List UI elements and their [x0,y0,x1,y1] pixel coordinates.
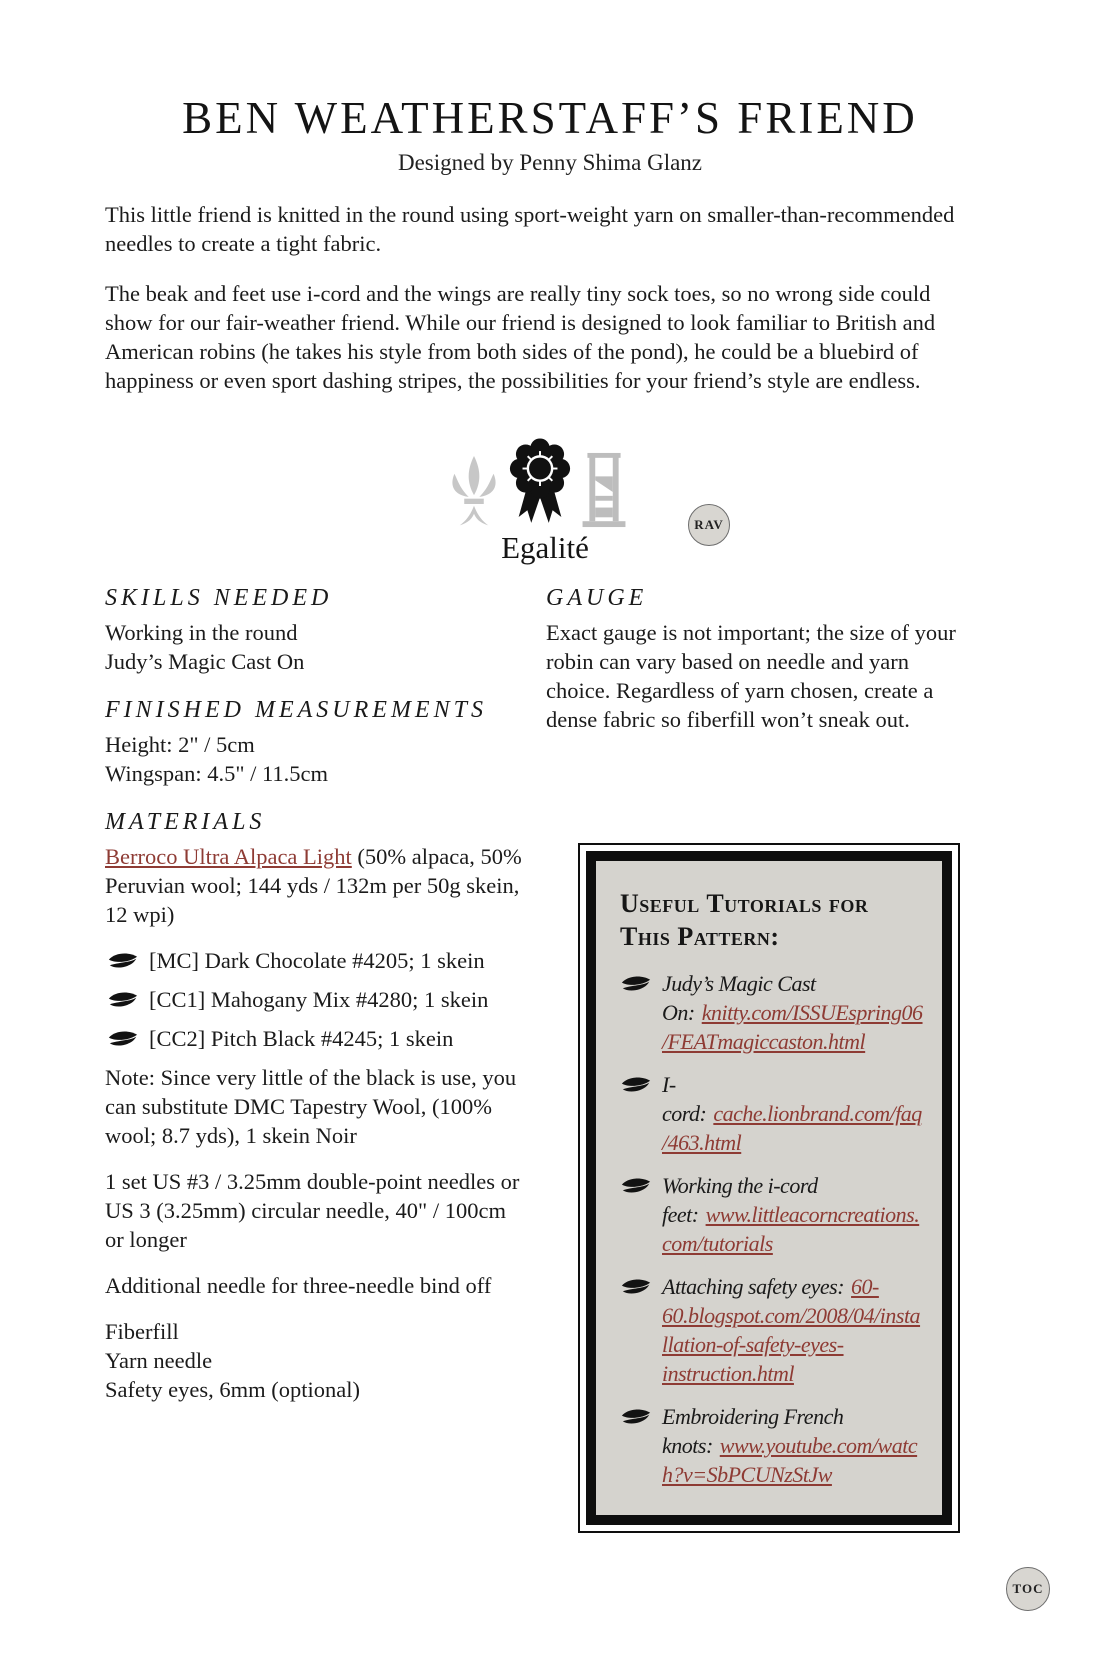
tutorial-label: Working the i-cord feet: [662,1173,818,1227]
materials-extra-item: Yarn needle [105,1348,213,1373]
tutorials-box-inner [586,851,952,1525]
intro-paragraph: The beak and feet use i-cord and the wings are really tiny sock toes, so no wrong side could show for our fair-weather friend. While our friend is designed to look familiar to British and American robins (he takes his style from both sides of the pond), he could be a bluebird of happiness or even sport dashing stripes, the possibilities for your friend’s style are endless. [105,281,936,393]
intro-paragraph: This little friend is knitted in the round using sport-weight yarn on smaller-than-recommended needles to create a tight fabric. [105,202,955,256]
tutorials-box [578,843,960,1533]
additional-needle-note: Additional needle for three-needle bind off [105,1273,492,1298]
skills-item: Working in the round [105,620,298,645]
yarn-details: (50% alpaca, 50% Peruvian wool; 144 yds / 132m per 50g skein, 12 wpi) [105,844,522,927]
rosette-ribbon-icon [507,438,573,534]
skills-item: Judy’s Magic Cast On [105,649,305,674]
right-column [546,583,968,734]
yarn-line [105,842,525,929]
yarn-colorway-item [105,985,525,1014]
tutorial-label: Embroidering French knots: [662,1404,844,1458]
materials-extra-item: Safety eyes, 6mm (optional) [105,1377,360,1402]
egalite-emblem [445,438,735,570]
tutorial-label: Judy’s Magic Cast On: [662,971,816,1025]
leaf-ornament-icon [620,1075,652,1096]
page-subtitle: Designed by Penny Shima Glanz [397,150,703,175]
fleur-de-lis-icon [447,456,501,536]
tutorial-link[interactable]: cache.lionbrand.com/faq/463.html [662,1101,922,1155]
tutorials-heading: Useful Tutorials for This Pattern: [620,889,869,951]
leaf-ornament-icon [620,1277,652,1298]
page-title: BEN WEATHERSTAFF’S FRIEND [182,93,918,143]
leaf-ornament-icon [620,1407,652,1428]
materials-extra-item: Fiberfill [105,1319,179,1344]
skills-heading: SKILLS NEEDED [105,585,333,611]
tutorial-link[interactable]: knitty.com/ISSUEspring06/FEATmagiccaston.html [662,1000,923,1054]
guillotine-icon [579,451,629,529]
tutorial-label: Attaching safety eyes: [662,1274,845,1299]
measurements-heading: FINISHED MEASUREMENTS [105,697,487,723]
leaf-ornament-icon [620,1176,652,1197]
gauge-text: Exact gauge is not important; the size of your robin can vary based on needle and yarn choice. Regardless of yarn chosen, create a dense fabric so fiberfill won’t sneak out. [546,620,956,732]
yarn-colorway-item [105,946,525,975]
leaf-ornament-icon [620,974,652,995]
leaf-ornament-icon [107,1029,139,1050]
tutorial-item [620,1171,924,1258]
tutorial-item [620,1070,924,1157]
tutorial-item [620,1272,924,1388]
measurement-item: Wingspan: 4.5" / 11.5cm [105,761,329,786]
tutorial-link[interactable]: www.youtube.com/watch?v=SbPCUNzStJw [662,1433,918,1487]
colorway-label: [CC1] Mahogany Mix #4280; 1 skein [149,987,489,1012]
egalite-caption: Egalité [501,530,589,565]
colorway-label: [MC] Dark Chocolate #4205; 1 skein [149,948,485,973]
intro-section [105,200,955,416]
yarn-colorway-item [105,1024,525,1053]
tutorial-label: I-cord: [662,1072,707,1126]
yarn-link[interactable]: Berroco Ultra Alpaca Light [105,844,352,869]
tutorial-link[interactable]: www.littleacorncreations.com/tutorials [662,1202,920,1256]
toc-badge[interactable]: TOC [1006,1567,1050,1611]
tutorial-link[interactable]: 60-60.blogspot.com/2008/04/installation-of-safety-eyes-instruction.html [662,1274,921,1386]
needles-requirement: 1 set US #3 / 3.25mm double-point needles or US 3 (3.25mm) circular needle, 40" / 100cm or longer [105,1169,520,1252]
left-column [105,583,525,1404]
materials-note: Note: Since very little of the black is use, you can substitute DMC Tapestry Wool, (100% wool; 8.7 yds), 1 skein Noir [105,1065,517,1148]
materials-heading: MATERIALS [105,809,266,835]
ravelry-badge[interactable]: RAV [688,504,730,546]
measurement-item: Height: 2" / 5cm [105,732,255,757]
gauge-heading: GAUGE [546,585,648,611]
colorway-label: [CC2] Pitch Black #4245; 1 skein [149,1026,454,1051]
leaf-ornament-icon [107,990,139,1011]
tutorial-item [620,1402,924,1489]
leaf-ornament-icon [107,951,139,972]
tutorial-item [620,969,924,1056]
